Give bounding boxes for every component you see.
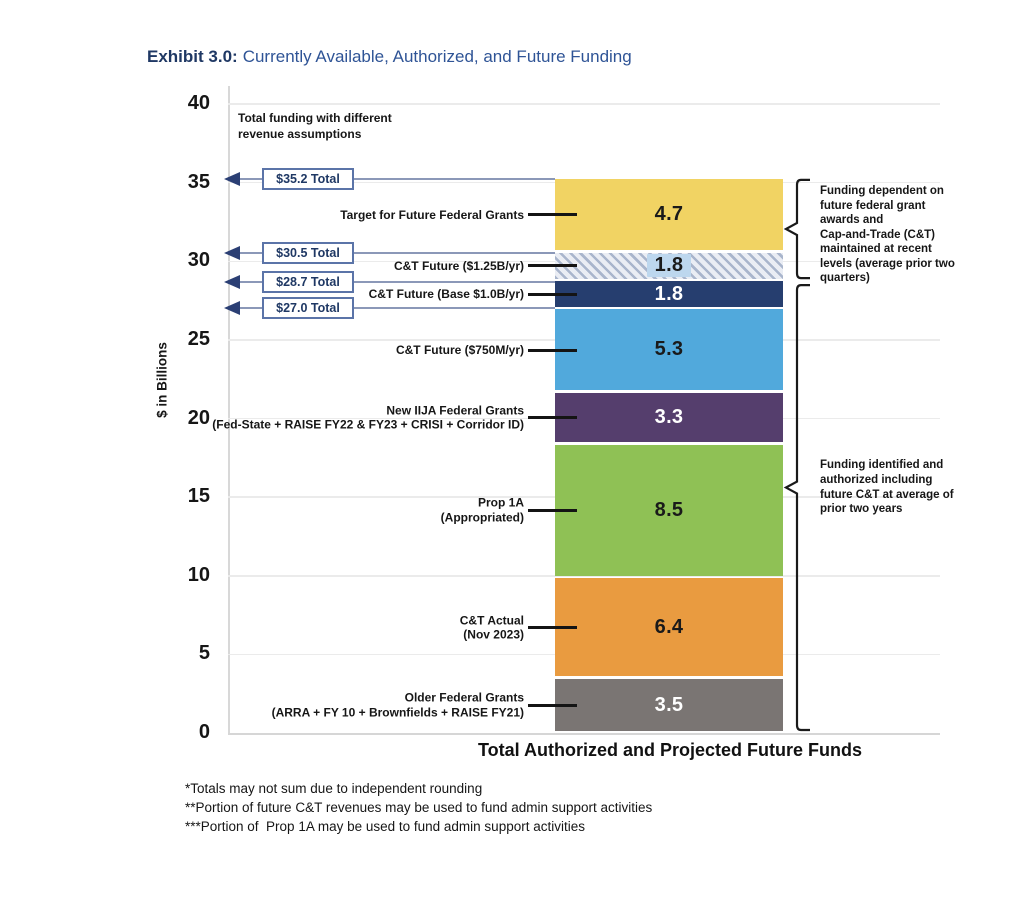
- segment-label-line: Prop 1A: [477, 495, 524, 510]
- segment-value: 1.8: [647, 254, 692, 277]
- brace-note-line: prior two years: [820, 503, 903, 516]
- segment-label-target-for-future-federal-grants: [340, 208, 524, 223]
- y-tick-label: 30: [187, 249, 210, 272]
- segment-label-line: New IIJA Federal Grants: [386, 403, 524, 418]
- segment-label-prop-1a-appropriated: [441, 496, 524, 525]
- segment-label-line: Target for Future Federal Grants: [340, 207, 524, 222]
- segment-label-line: C&T Future ($1.25B/yr): [393, 258, 524, 273]
- label-leader-line: [528, 293, 577, 296]
- note-line: revenue assumptions: [238, 126, 362, 141]
- arrow-left-icon: [224, 301, 240, 315]
- gridline: [228, 103, 940, 105]
- segment-value: 4.7: [654, 203, 684, 226]
- segment-label-c-t-future-base-1-0b-yr: [369, 287, 524, 302]
- total-label-box: [262, 242, 354, 264]
- brace-layer: [778, 0, 824, 899]
- bar-segment-target-for-future-federal-grants: [555, 179, 783, 250]
- chart-title-text: Currently Available, Authorized, and Future Funding: [242, 47, 632, 66]
- segment-label-line: C&T Future (Base $1.0B/yr): [368, 287, 524, 302]
- y-tick-label: 15: [187, 485, 210, 508]
- segment-value: 8.5: [654, 498, 684, 521]
- total-label: $27.0 Total: [276, 301, 340, 316]
- x-axis-title: Total Authorized and Projected Future Funds: [477, 740, 862, 760]
- arrow-left-icon: [224, 275, 240, 289]
- y-tick-label: 40: [187, 92, 210, 115]
- label-leader-line: [528, 213, 577, 216]
- segment-value: 1.8: [654, 282, 684, 305]
- brace-note-line: future federal grant: [820, 199, 926, 212]
- label-leader-line: [528, 416, 577, 419]
- segment-value: 3.3: [654, 405, 684, 428]
- y-tick-label: 5: [198, 642, 210, 665]
- bar-segment-c-t-future-base-1-0b-yr: [555, 281, 783, 307]
- total-label: $35.2 Total: [276, 172, 340, 187]
- x-axis-line: [228, 733, 940, 735]
- chart-title-prefix: Exhibit 3.0:: [147, 47, 238, 66]
- segment-label-line: (Appropriated): [440, 510, 524, 525]
- segment-label-line: Older Federal Grants: [404, 690, 524, 705]
- brace-note-line: authorized including: [820, 473, 933, 486]
- footnote-line: *Totals may not sum due to independent rounding: [185, 781, 483, 796]
- footnotes: [185, 779, 652, 836]
- label-leader-line: [528, 349, 577, 352]
- label-leader-line: [528, 264, 577, 267]
- brace-note-line: Cap-and-Trade (C&T): [820, 228, 935, 241]
- segment-label-c-t-actual-nov-2023: [460, 613, 524, 642]
- segment-value: 5.3: [654, 338, 684, 361]
- footnote-line: ***Portion of Prop 1A may be used to fund admin support activities: [185, 819, 585, 834]
- segment-label-older-federal-grants: [272, 691, 524, 720]
- segment-label-line: C&T Future ($750M/yr): [395, 342, 524, 357]
- footnote-line: **Portion of future C&T revenues may be used to fund admin support activities: [185, 800, 653, 815]
- brace-bracket: [786, 180, 810, 278]
- segment-label-line: C&T Actual: [459, 613, 524, 628]
- brace-note-0: [820, 184, 955, 286]
- chart-title: [147, 47, 632, 67]
- label-leader-line: [528, 704, 577, 707]
- bar-segment-older-federal-grants: [555, 679, 783, 732]
- total-label: $30.5 Total: [276, 246, 340, 261]
- label-leader-line: [528, 509, 577, 512]
- total-label: $28.7 Total: [276, 274, 340, 289]
- y-tick-label: 25: [187, 327, 210, 350]
- y-tick-label: 35: [187, 170, 210, 193]
- brace-note-line: levels (average prior two: [820, 257, 955, 270]
- segment-value: 6.4: [654, 615, 684, 638]
- label-leader-line: [528, 626, 577, 629]
- brace-note-line: Funding dependent on: [820, 184, 944, 197]
- segment-label-line: (Nov 2023): [463, 627, 524, 642]
- revenue-assumptions-note: [238, 111, 392, 142]
- segment-label-c-t-future-750m-yr: [396, 343, 524, 358]
- note-line: Total funding with different: [238, 111, 392, 125]
- arrow-left-icon: [224, 172, 240, 186]
- bar-segment-c-t-future-750m-yr: [555, 309, 783, 390]
- brace-note-line: awards and: [820, 214, 884, 227]
- brace-note-line: maintained at recent: [820, 243, 932, 256]
- total-label-box: [262, 168, 354, 190]
- segment-label-new-iija-federal-grants: [212, 403, 524, 432]
- segment-label-c-t-future-1-25b-yr: [394, 259, 524, 274]
- brace-note-line: future C&T at average of: [820, 488, 954, 501]
- brace-note-line: quarters): [820, 272, 870, 285]
- arrow-left-icon: [224, 246, 240, 260]
- y-tick-label: 0: [198, 721, 210, 744]
- y-tick-label: 10: [187, 563, 210, 586]
- total-label-box: [262, 271, 354, 293]
- y-axis-title: $ in Billions: [154, 342, 170, 418]
- y-tick-label: 20: [187, 406, 210, 429]
- brace-note-1: [820, 458, 954, 516]
- bar-segment-new-iija-federal-grants: [555, 393, 783, 442]
- bar-segment-c-t-future-1-25b-yr: [555, 253, 783, 279]
- bar-segment-c-t-actual-nov-2023: [555, 578, 783, 676]
- total-label-box: [262, 297, 354, 319]
- segment-label-line: (ARRA + FY 10 + Brownfields + RAISE FY21): [271, 705, 524, 720]
- brace-bracket: [786, 285, 810, 730]
- segment-label-line: (Fed-State + RAISE FY22 & FY23 + CRISI + Corridor ID): [212, 417, 524, 432]
- brace-note-line: Funding identified and: [820, 459, 944, 472]
- segment-value: 3.5: [654, 693, 684, 716]
- bar-segment-prop-1a-appropriated: [555, 445, 783, 576]
